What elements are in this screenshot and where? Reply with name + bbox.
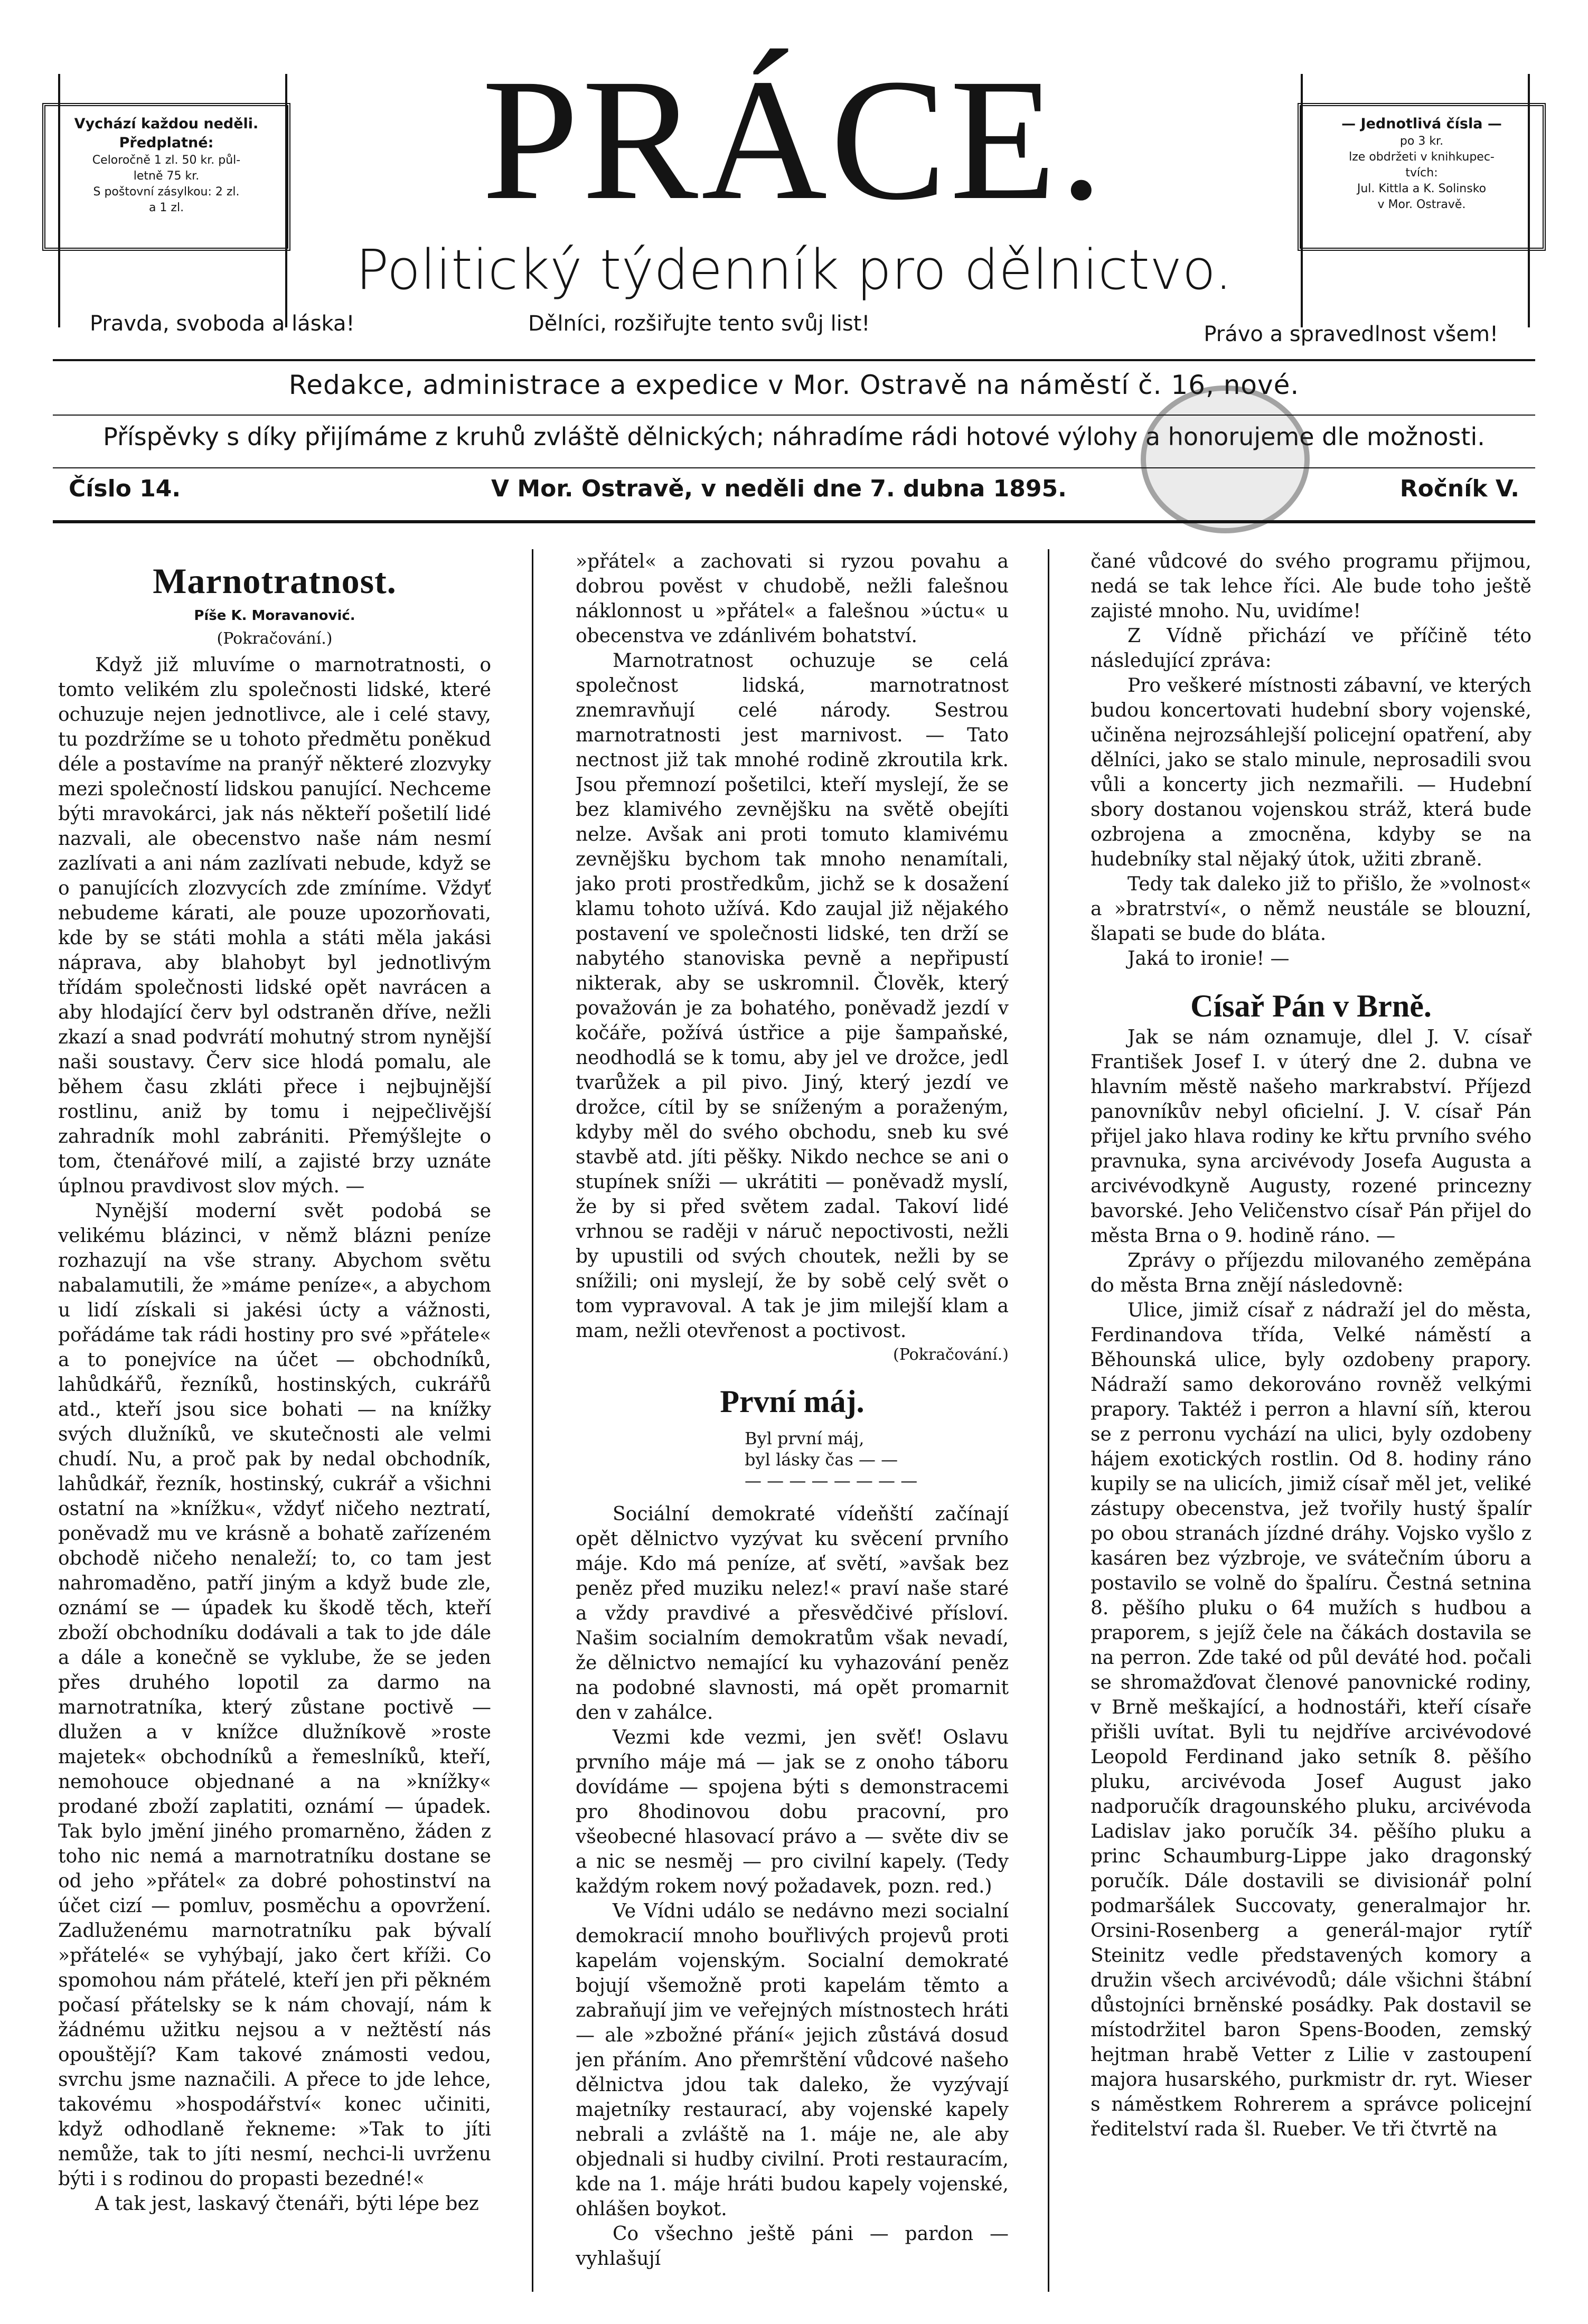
single-issue-line: lze obdržeti v knihkupec- bbox=[1349, 150, 1495, 164]
continuation-note: (Pokračování.) bbox=[893, 1346, 1009, 1364]
masthead bbox=[32, 43, 1556, 302]
single-issue-line: v Mor. Ostravě. bbox=[1377, 198, 1466, 211]
single-issue-box bbox=[1298, 103, 1546, 251]
newspaper-subtitle: Politický týdenník pro dělnictvo. bbox=[355, 238, 1233, 302]
column-3 bbox=[1091, 549, 1531, 2292]
epigraph-line: Byl první máj, bbox=[745, 1428, 865, 1448]
column-1 bbox=[58, 549, 491, 2292]
article-title: První máj. bbox=[720, 1384, 865, 1419]
paragraph: Vezmi kde vezmi, jen svěť! Oslavu prvního máje má — jak se z onoho táboru dovídáme — spojena býti s demonstracemi pro 8hodinovou dobu pracovní, pro všeobecné hlasovací právo a — světe div se a nic se nesměj — pro civilní kapely. (Tedy každým rokem nový požadavek, pozn. red.) bbox=[576, 1727, 1009, 1897]
divider bbox=[53, 467, 1535, 468]
epigraph bbox=[745, 1428, 1009, 1491]
motto-right: Právo a spravedlnost všem! bbox=[1204, 322, 1498, 346]
paragraph: Ve Vídni událo se nedávno mezi socialní demokracií mnoho bouřlivých projevů proti kapelám vojenským. Socialní demokraté bojují všemožně proti kapelám těmto a zabraňují jim ve veřejných místnostech hráti — ale »zbožné přání« jejich zůstává dosud jen přáním. Ano přemrštění vůdcové našeho dělnictva jdou tak daleko, že vyzývají majetníky restaurací, aby vojenské kapely nebrali a zvláště na 1. máje ne, ale aby objednali si hudby civilní. Proti restauracím, kde na 1. máje hráti budou kapely vojenské, ohlášen boykot. bbox=[576, 1900, 1009, 2220]
continuation-note: (Pokračování.) bbox=[217, 629, 333, 648]
box-connector bbox=[1528, 74, 1530, 327]
paragraph: Sociální demokraté vídeňští začínají opět dělnictvo vyzývat ku svěcení prvního máje. Kdo má peníze, ať světí, »avšak bez peněz před muziku nelez!« praví naše staré a vždy pravdivé a přesvědčivé přísloví. Našim socialním demokratům však nevadí, že dělnictvo nemající ku vyhazování peněz na podobné slavnosti, má opět promarnit den v zahálce. bbox=[576, 1503, 1009, 1724]
subscription-line: a 1 zl. bbox=[148, 201, 184, 214]
editorial-address: Redakce, administrace a expedice v Mor. Ostravě na náměstí č. 16, nové. bbox=[288, 370, 1300, 400]
newspaper-title: PRÁCE. bbox=[482, 43, 1106, 236]
box-connector bbox=[1301, 74, 1303, 327]
divider bbox=[53, 415, 1535, 416]
issue-year: Ročník V. bbox=[1399, 475, 1519, 502]
issue-date: V Mor. Ostravě, v neděli dne 7. dubna 1895. bbox=[491, 475, 1067, 502]
subscription-line: Předplatné: bbox=[119, 135, 214, 151]
article-title: Marnotratnost. bbox=[153, 561, 397, 601]
paragraph: Tedy tak daleko již to přišlo, že »volnost« a »bratrství«, o němž neustále se blouzní, šlapati se bude do bláta. bbox=[1091, 873, 1531, 945]
paragraph: Co všechno ještě páni — pardon — vyhlašují bbox=[576, 2223, 1009, 2270]
motto-left: Pravda, svoboda a láska! bbox=[90, 312, 355, 336]
paragraph: Jak se nám oznamuje, dlel J. V. císař František Josef I. v úterý dne 2. dubna ve hlavním městě našeho markrabství. Příjezd panovníkův nebyl oficielní. J. V. císař Pán přijel jako hlava rodiny ke křtu prvního svého pravnuka, syna arcivévody Josefa Augusta a arcivévodkyně Augusty, rozené princezny bavorské. Jeho Veličenstvo císař Pán přijel do města Brna o 9. hodině ráno. — bbox=[1091, 1027, 1531, 1247]
article-author: Píše K. Moravanović. bbox=[194, 608, 355, 624]
box-connector bbox=[285, 74, 287, 327]
article-title: Císař Pán v Brně. bbox=[1190, 989, 1432, 1023]
paragraph: Jaká to ironie! — bbox=[1127, 948, 1290, 970]
mottos bbox=[63, 312, 1525, 346]
subscription-line: S poštovní zásylkou: 2 zl. bbox=[93, 185, 240, 199]
divider bbox=[53, 359, 1535, 361]
paragraph: Marnotratnost ochuzuje se celá společnost lidská, marnotratnost znemravňují celé národy. Sestrou marnotratnosti jest marnivost. — Tato nectnost již tak mnohé rodině zkroutila krk. Jsou přemnozí pošetilci, kteří myslejí, že se bez klamivého zevnějšku na světě obejíti nelze. Avšak ani proti tomuto klamivému zevnějšku bychom tak mnoho nenamítali, jako proti prostředkům, jichž se k dosažení klamu tohoto užívá. Kdo zaujal již nějakého postavení ve společnosti lidské, ten drží se nabytého stanoviska pevně a nepřipustí nikterak, aby se uskromnil. Člověk, který považován je za bohatého, poněvadž jezdí v kočáře, požívá ústřice a pije šampaňské, neodhodlá se k tomu, aby jel ve drožce, jedl tvarůžek a pil pivo. Jiný, který jezdí ve drožce, cítil by se sníženým a poraženým, kdyby měl do svého obchodu, sneb ku své stavbě atd. jíti pěšky. Nikdo nechce se ani o stupínek sníži — ukrátiti — poněvadž myslí, že by si před světem zadal. Takoví lidé vrhnou se raději v náruč nepoctivosti, nežli by upustili od svých choutek, nežli by se snížili; oni myslejí, že by sobě celý svět o tom vypravoval. A tak je jim milejší klam a mam, nežli otevřenost a poctivost. bbox=[576, 650, 1009, 1342]
motto-center: Dělníci, rozšiřujte tento svůj list! bbox=[528, 312, 870, 336]
single-issue-line: — Jednotlivá čísla — bbox=[1341, 116, 1502, 132]
paragraph: Ulice, jimiž císař z nádraží jel do města, Ferdinandova třída, Velké náměstí a Běhounská ulice, byly ozdobeny prapory. Nádraží samo dekorováno rovněž velkými prapory. Taktéž i perron a hlavní síň, kterou se z perronu vychází na ulici, byly ozdobeny hájem exotických rostlin. Od 8. hodiny ráno kupily se na ulicích, jimiž císař měl jet, veliké zástupy obecenstva, jež tvořily hustý špalír po obou stranách jízdné dráhy. Vojsko vyšlo z kasáren bez výzbroje, ve svátečním úboru a postavilo se volně do špalíru. Čestná setnina 8. pěšího pluku o 64 mužích s hudbou a praporem, s jejíž čele na čákách dostavila se na perron. Zde také od půl deváté hod. počali se shromažďovat členové panovnické rodiny, v Brně meškající, a hodnostáři, kteří císaře přišli uvítat. Byli tu nejdříve arcivévodové Leopold Ferdinand jako setník 8. pěšího pluku, arcivévoda Josef August jako nadporučík dragounského pluku, arcivévoda Ladislav jako poručík 34. pěšího pluku a princ Schaumburg-Lippe jako dragonský poručík. Dále dostavili se divisionář polní podmaršálek Succovaty, generalmajor hr. Orsini-Rosenberg a generál-major rytíř Steinitz vedle představených komory a družin všech arcivévodů; dále všichni štábní důstojníci brněnské posádky. Pak dostavil se místodržitel baron Spens-Booden, zemský hejtman hrabě Vetter z Lilie v zastoupení majora husarského, purkmistr dr. ryt. Wieser s náměstkem Rohrerem a správce policejní ředitelství rada šl. Rueber. Ve tři čtvrtě na bbox=[1091, 1300, 1531, 2140]
paragraph: Z Vídně přichází ve příčině této následující zpráva: bbox=[1091, 625, 1531, 672]
paragraph: čané vůdcové do svého programu přijmou, nedá se tak lehce říci. Ale bude toho ještě zajisté mnoho. Nu, uvidíme! bbox=[1091, 551, 1531, 622]
contributions-note: Příspěvky s díky přijímáme z kruhů zvláště dělnických; náhradíme rádi hotové výlohy a honorujeme dle možnosti. bbox=[103, 422, 1485, 451]
divider bbox=[53, 520, 1535, 523]
subscription-box bbox=[42, 103, 290, 251]
paragraph: Když již mluvíme o marnotratnosti, o tomto velikém zlu společnosti lidské, které ochuzuje nejen jednotlivce, ale i celé stavy, tu pozdržíme se u tohoto předmětu poněkud déle a postavíme na pranýř některé zlozvyky mezi společností lidskou panující. Nechceme býti mravokárci, jak nás někteří pošetilí lidé nazvali, ale obecenstvo naše nám nesmí zazlívati a ani nám zazlívati nebude, když se o panujících zlozvycích zde zmíníme. Vždyť nebudeme kárati, ale pouze upozorňovati, kde by se státi mohla a státi měla jakási náprava, aby blahobyt byl jednotlivým třídám společnosti lidské opět navrácen a aby hlodající červ byl odstraněn dříve, nežli zkazí a snad podvrátí mohutný strom nynější naši soustavy. Červ sice hlodá pomalu, ale během času zkláti přece i nejbujnější rostlinu, aniž by tomu i nejpečlivější zahradník mohl zabrániti. Přemýšlejte o tom, čtenářové milí, a zajisté brzy uznáte úplnou pravdivost slov mých. — bbox=[58, 654, 491, 1197]
epigraph-line: byl lásky čas — — bbox=[745, 1450, 898, 1470]
subscription-line: Vychází každou neděli. bbox=[74, 116, 259, 132]
subscription-line: Celoročně 1 zl. 50 kr. půl- bbox=[92, 154, 241, 167]
issue-number: Číslo 14. bbox=[69, 475, 181, 502]
single-issue-line: tvích: bbox=[1405, 166, 1438, 180]
paragraph: Zprávy o příjezdu milovaného zeměpána do města Brna znějí následovně: bbox=[1091, 1250, 1531, 1296]
subscription-line: letně 75 kr. bbox=[133, 170, 200, 183]
article-columns bbox=[58, 549, 1531, 2292]
box-connector bbox=[58, 74, 60, 327]
paragraph: Pro veškeré místnosti zábavní, ve kterých budou koncertovati hudební sbory vojenské, učiněna nejrozsáhlejší policejní opatření, aby dělníci, jako se stalo minule, neprosadili svou vůli a koncerty jich nezmařili. — Hudební sbory dostanou vojenskou stráž, která bude ozbrojena a zmocněna, kdyby se na hudebníky stal nějaký útok, užiti zbraně. bbox=[1091, 675, 1531, 870]
issue-line bbox=[63, 475, 1525, 512]
epigraph-line: — — — — — — — — bbox=[745, 1471, 918, 1491]
paragraph: A tak jest, laskavý čtenáři, býti lépe bez bbox=[95, 2193, 479, 2215]
single-issue-line: Jul. Kittla a K. Solinsko bbox=[1357, 182, 1487, 195]
paragraph: Nynější moderní svět podobá se velikému blázinci, v němž blázni peníze rozhazují na vše strany. Abychom světu nabalamutili, že »máme peníze«, a abychom u lidí získali si jakési úcty a vážnosti, pořádáme tak rádi hostiny pro své »přátele« a to ponejvíce na účet — obchodníků, lahůdkářů, řezníků, hostinských, cukrářů atd., kteří jsou sice bohati — na knížky svých dlužníků, ve skutečnosti ale velmi chudí. Nu, a proč pak by nedal obchodník, lahůdkář, řezník, hostinský, cukrář a všichni ostatní na »knížku«, vždyť ničeho neztratí, poněvadž mu ve krásně a bohatě zařízeném obchodě ničeho nenaleží; to, co tam jest nahromaděno, patří jiným a když bude zle, oznámí se — úpadek ku škodě těch, kteří zboží obchodníku dodávali a tak to jde dále a dále a konečně se vyklube, že se jeden přes druhého lopotil za darmo na marnotratníka, který zůstane poctivě — dlužen a v knížce dlužníkově »roste majetek« obchodníků a řemeslníků, kteří, nemohouce objednané a na »knížky« prodané zboží zaplatiti, oznámí — úpadek. Tak bylo jmění jiného promarněno, žáden z toho nic nemá a marnotratníku dostane se od jeho »přátel« za dobré pohostinství na účet cizí — pomluv, posměchu a opovržení. Zadluženému marnotratníku pak bývalí »přátelé« se vyhýbají, jako čert kříži. Co spomohou nám přátelé, kteří jen při pěkném počasí přátelsky se k nám chovají, nám k žádnému užitku nejsou a v nežtěstí nás opouštějí? Kam takové známosti vedou, svrchu jsme naznačili. A přece to jde lehce, takovému »hospodářství« konec učiniti, když odhodlaně řekneme: »Tak to jíti nemůže, tak to jíti nesmí, nechci-li uvrženu býti i s rodinou do propasti bezedné!« bbox=[58, 1200, 491, 2190]
single-issue-line: po 3 kr. bbox=[1399, 135, 1444, 148]
column-2 bbox=[576, 549, 1009, 2292]
paragraph: »přátel« a zachovati si ryzou povahu a dobrou pověst v chudobě, nežli falešnou náklonnost u »přátel« a falešnou »úctu« u obecenstva ve zdánlivém bohatství. bbox=[576, 551, 1009, 647]
